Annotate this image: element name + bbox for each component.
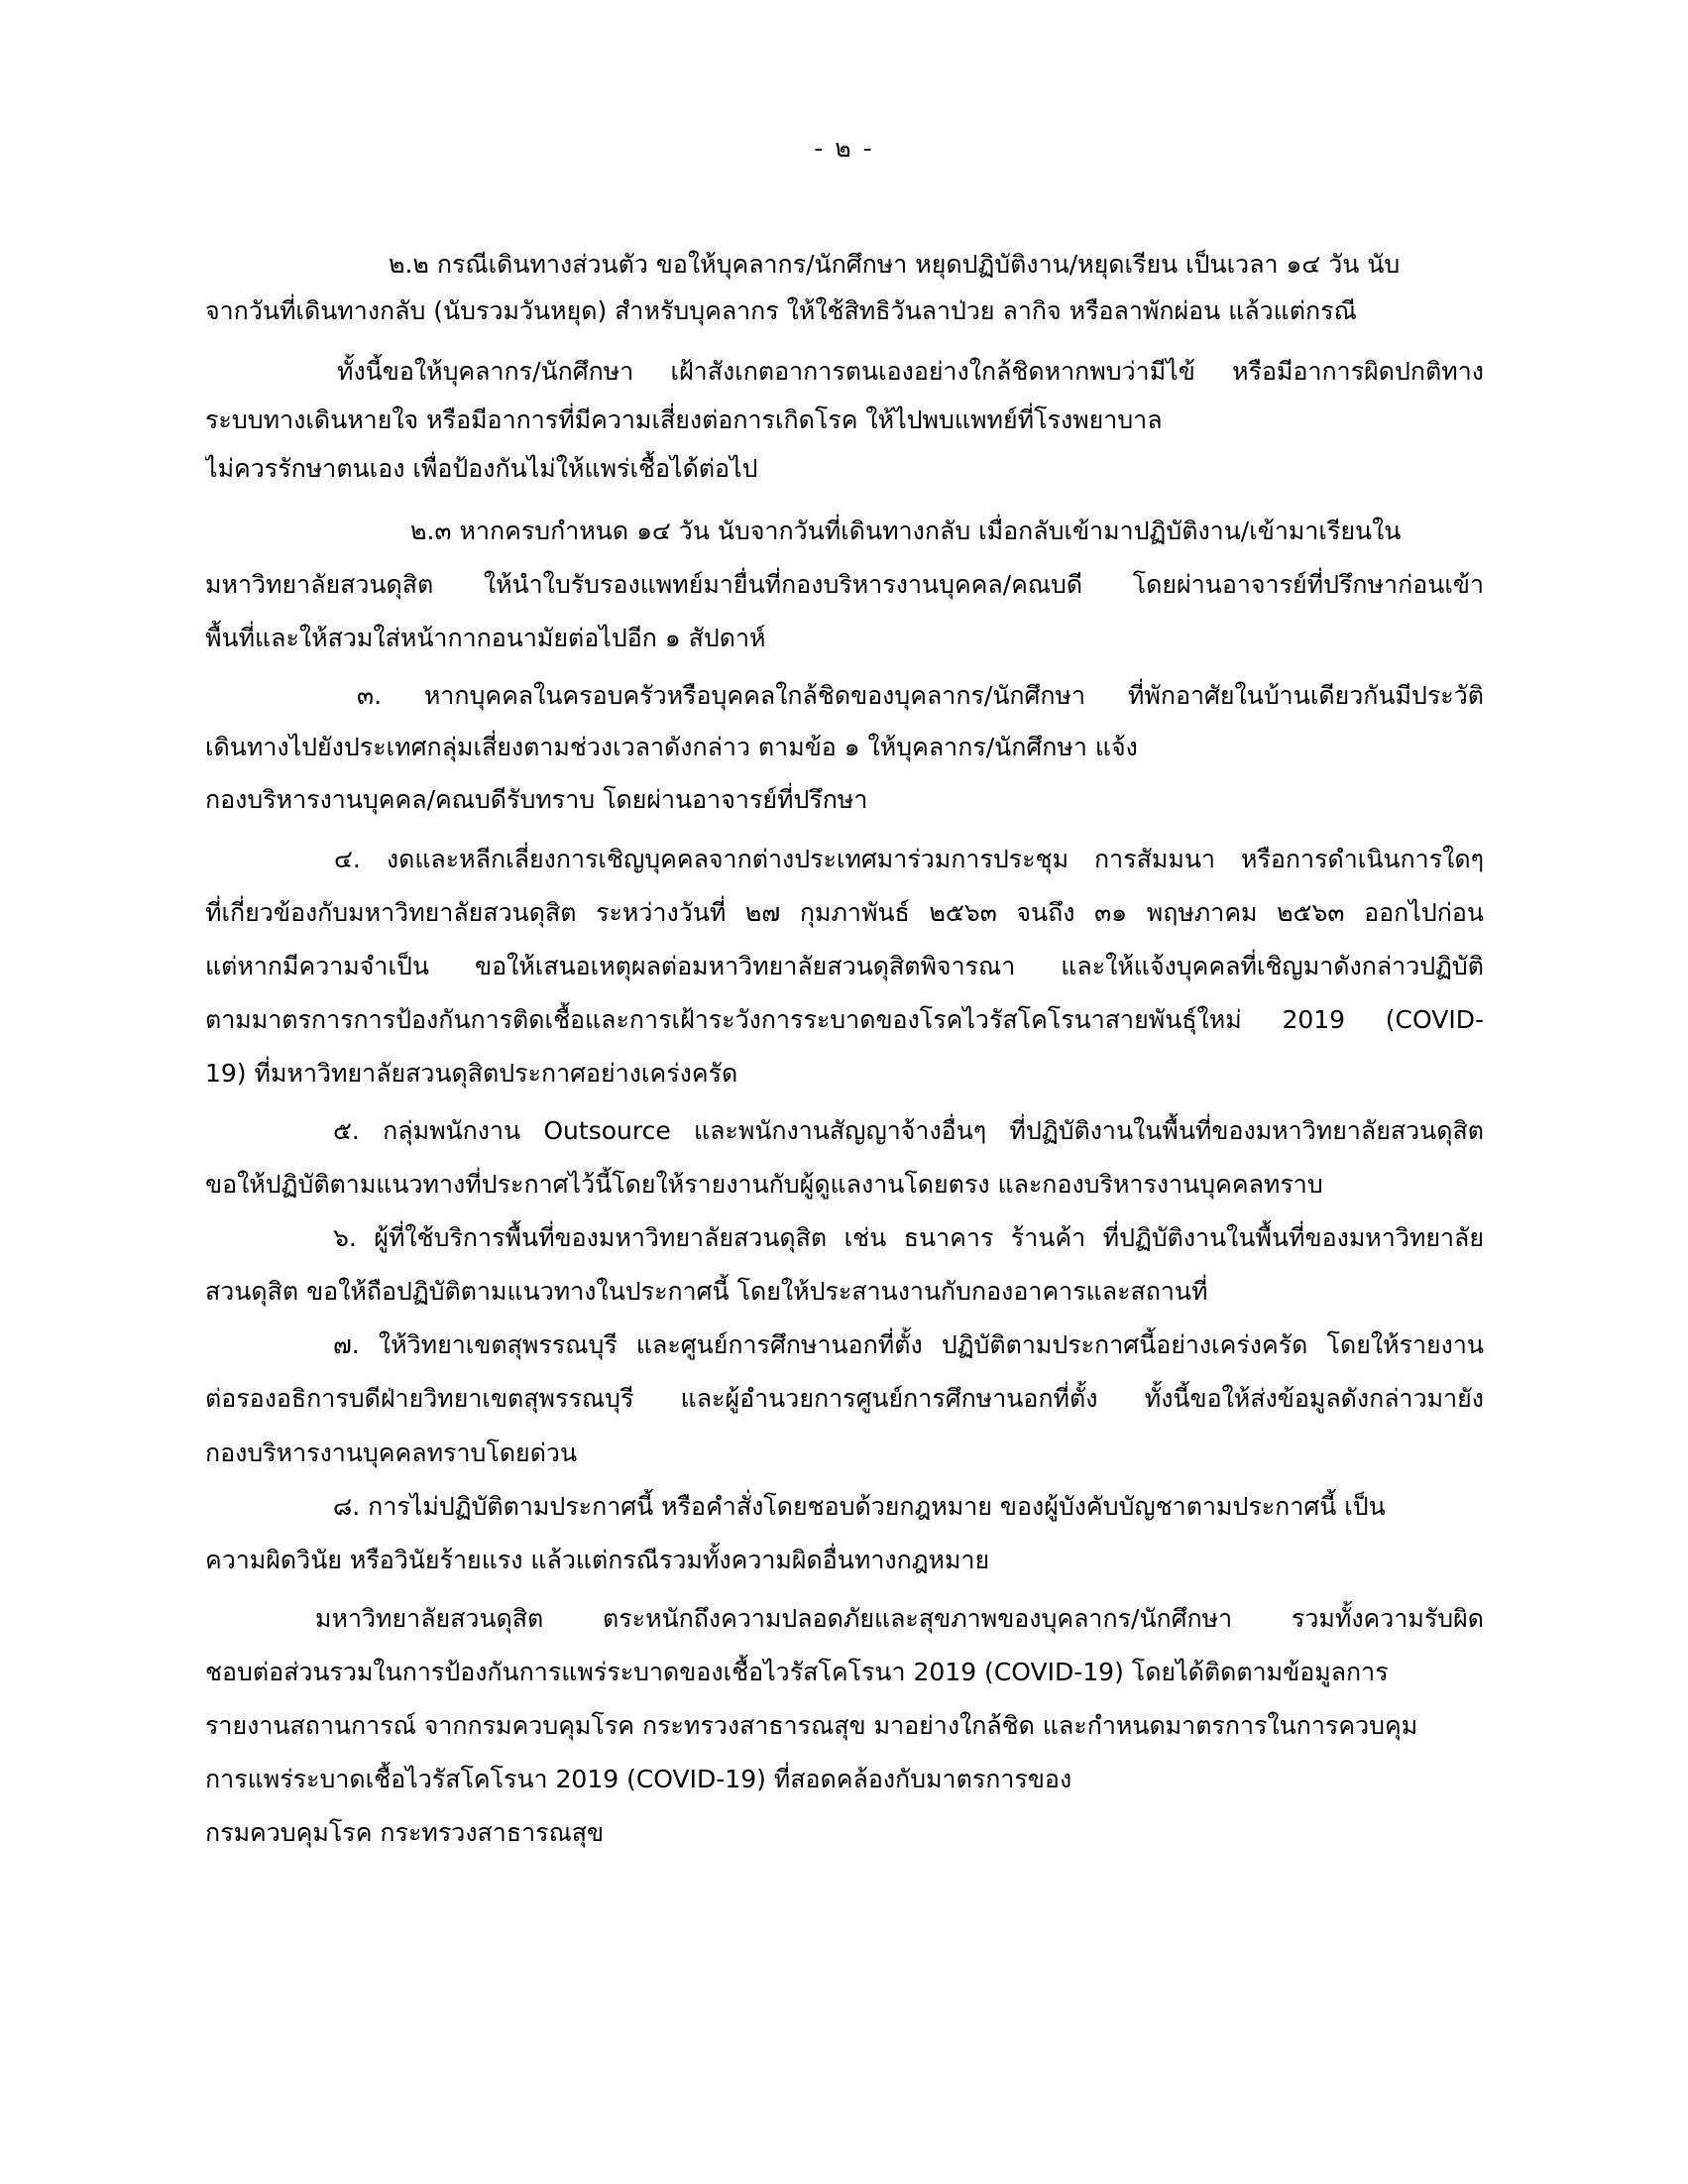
paragraph-8-line: ๘. การไม่ปฏิบัติตามประกาศนี้ หรือคำสั่งโดยชอบด้วยกฎหมาย ของผู้บังคับบัญชาตามประกาศนี้ เป็น	[333, 1492, 1386, 1521]
paragraph-4-line: ๔. งดและหลีกเลี่ยงการเชิญบุคคลจากต่างประเทศมาร่วมการประชุม การสัมมนา หรือการดำเนินการใดๆ	[334, 845, 1484, 873]
paragraph-2-2-line: ทั้งนี้ขอให้บุคลากร/นักศึกษา เฝ้าสังเกตอาการตนเองอย่างใกล้ชิดหากพบว่ามีไข้ หรือมีอาการผิดปกติทาง	[337, 357, 1484, 386]
paragraph-7-line: ต่อรองอธิการบดีฝ่ายวิทยาเขตสุพรรณบุรี และผู้อำนวยการศูนย์การศึกษานอกที่ตั้ง ทั้งนี้ขอให้ส่งข้อมูลดังกล่าวมายัง	[205, 1384, 1484, 1413]
paragraph-4-line: ที่เกี่ยวข้องกับมหาวิทยาลัยสวนดุสิต ระหว่างวันที่ ๒๗ กุมภาพันธ์ ๒๕๖๓ จนถึง ๓๑ พฤษภาคม ๒๕๖๓ ออกไปก่อน	[205, 898, 1484, 927]
paragraph-2-2-line: ระบบทางเดินหายใจ หรือมีอาการที่มีความเสี่ยงต่อการเกิดโรค ให้ไปพบแพทย์ที่โรงพยาบาล	[205, 405, 1163, 434]
paragraph-2-2-line: ๒.๒ กรณีเดินทางส่วนตัว ขอให้บุคลากร/นักศึกษา หยุดปฏิบัติงาน/หยุดเรียน เป็นเวลา ๑๔ วัน นับ	[389, 250, 1401, 279]
paragraph-3-line: กองบริหารงานบุคคล/คณบดีรับทราบ โดยผ่านอาจารย์ที่ปรึกษา	[205, 785, 868, 814]
paragraph-7-line: ๗. ให้วิทยาเขตสุพรรณบุรี และศูนย์การศึกษานอกที่ตั้ง ปฏิบัติตามประกาศนี้อย่างเคร่งครัด โดยให้รายงาน	[333, 1330, 1484, 1359]
paragraph-3-line: ๓. หากบุคคลในครอบครัวหรือบุคคลใกล้ชิดของบุคลากร/นักศึกษา ที่พักอาศัยในบ้านเดียวกันมีประวัติ	[357, 681, 1484, 710]
closing-paragraph-line: การแพร่ระบาดเชื้อไวรัสโคโรนา 2019 (COVID-19) ที่สอดคล้องกับมาตรการของ	[205, 1765, 1072, 1793]
paragraph-2-2-line: จากวันที่เดินทางกลับ (นับรวมวันหยุด) สำหรับบุคลากร ให้ใช้สิทธิวันลาป่วย ลากิจ หรือลาพักผ่อน แล้วแต่กรณี	[205, 296, 1357, 325]
paragraph-2-3-line: ๒.๓ หากครบกำหนด ๑๔ วัน นับจากวันที่เดินทางกลับ เมื่อกลับเข้ามาปฏิบัติงาน/เข้ามาเรียนใน	[410, 517, 1402, 545]
closing-paragraph-line: รายงานสถานการณ์ จากกรมควบคุมโรค กระทรวงสาธารณสุข มาอย่างใกล้ชิด และกำหนดมาตรการในการควบคุม	[205, 1711, 1418, 1740]
closing-paragraph-line: ชอบต่อส่วนรวมในการป้องกันการแพร่ระบาดของเชื้อไวรัสโคโรนา 2019 (COVID-19) โดยได้ติดตามข้อมูลการ	[205, 1658, 1389, 1686]
paragraph-5-line: ขอให้ปฏิบัติตามแนวทางที่ประกาศไว้นี้โดยให้รายงานกับผู้ดูแลงานโดยตรง และกองบริหารงานบุคคลทราบ	[205, 1170, 1323, 1199]
paragraph-2-3-line: พื้นที่และให้สวมใส่หน้ากากอนามัยต่อไปอีก ๑ สัปดาห์	[205, 624, 766, 652]
paragraph-4-line: 19) ที่มหาวิทยาลัยสวนดุสิตประกาศอย่างเคร่งครัด	[205, 1059, 738, 1088]
page-number: - ๒ -	[814, 134, 874, 163]
paragraph-8-line: ความผิดวินัย หรือวินัยร้ายแรง แล้วแต่กรณีรวมทั้งความผิดอื่นทางกฎหมาย	[205, 1546, 990, 1574]
paragraph-6-line: ๖. ผู้ที่ใช้บริการพื้นที่ของมหาวิทยาลัยสวนดุสิต เช่น ธนาคาร ร้านค้า ที่ปฏิบัติงานในพื้นที่ของมหาวิทยาลัย	[333, 1223, 1484, 1252]
paragraph-2-3-line: มหาวิทยาลัยสวนดุสิต ให้นำใบรับรองแพทย์มายื่นที่กองบริหารงานบุคคล/คณบดี โดยผ่านอาจารย์ที่ปรึกษาก่อนเข้า	[205, 570, 1484, 599]
paragraph-6-line: สวนดุสิต ขอให้ถือปฏิบัติตามแนวทางในประกาศนี้ โดยให้ประสานงานกับกองอาคารและสถานที่	[205, 1277, 1208, 1306]
paragraph-4-line: แต่หากมีความจำเป็น ขอให้เสนอเหตุผลต่อมหาวิทยาลัยสวนดุสิตพิจารณา และให้แจ้งบุคคลที่เชิญมาดังกล่าวปฏิบัติ	[205, 952, 1484, 980]
paragraph-2-2-line: ไม่ควรรักษาตนเอง เพื่อป้องกันไม่ให้แพร่เชื้อได้ต่อไป	[205, 454, 758, 483]
closing-paragraph-line: กรมควบคุมโรค กระทรวงสาธารณสุข	[205, 1818, 605, 1847]
paragraph-3-line: เดินทางไปยังประเทศกลุ่มเสี่ยงตามช่วงเวลาดังกล่าว ตามข้อ ๑ ให้บุคลากร/นักศึกษา แจ้ง	[205, 733, 1138, 761]
paragraph-4-line: ตามมาตรการการป้องกันการติดเชื้อและการเฝ้าระวังการระบาดของโรคไวรัสโคโรนาสายพันธุ์ใหม่ 2019 (COVID-	[205, 1005, 1484, 1034]
paragraph-7-line: กองบริหารงานบุคคลทราบโดยด่วน	[205, 1438, 578, 1467]
paragraph-5-line: ๕. กลุ่มพนักงาน Outsource และพนักงานสัญญาจ้างอื่นๆ ที่ปฏิบัติงานในพื้นที่ของมหาวิทยาลัยสวนดุสิต	[333, 1116, 1484, 1145]
closing-paragraph-line: มหาวิทยาลัยสวนดุสิต ตระหนักถึงความปลอดภัยและสุขภาพของบุคลากร/นักศึกษา รวมทั้งความรับผิด	[315, 1604, 1484, 1633]
